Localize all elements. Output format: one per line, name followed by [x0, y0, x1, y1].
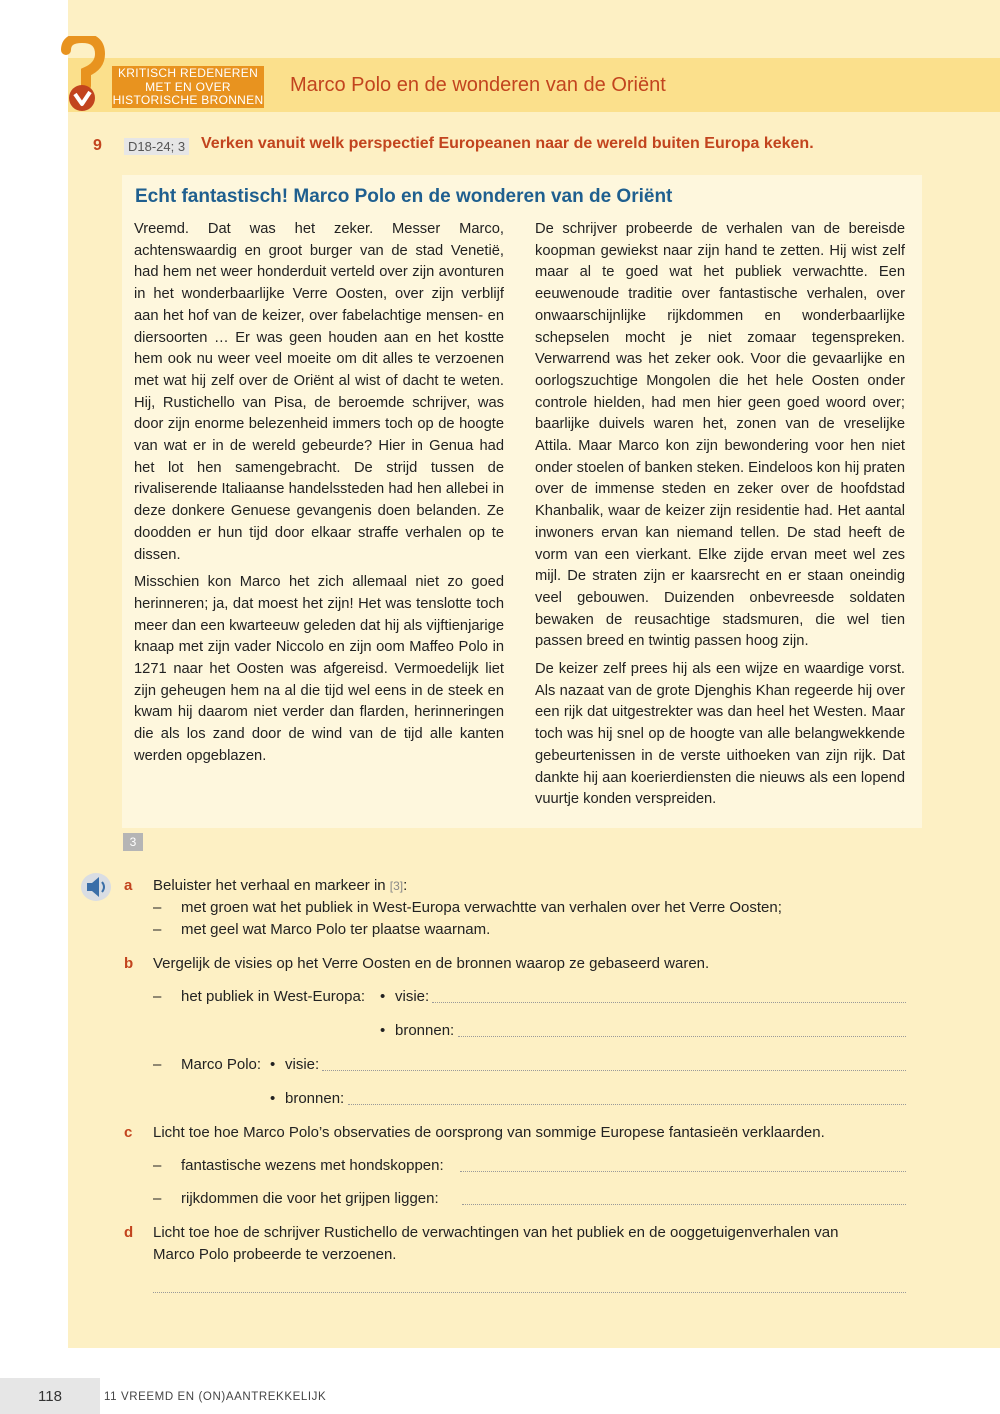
- answer-line-d[interactable]: [153, 1292, 906, 1293]
- task-c-letter: c: [124, 1124, 133, 1141]
- task-b-group2-visie-label: visie:: [285, 1056, 320, 1073]
- task-a-item-2: met geel wat Marco Polo ter plaatse waarnam.: [181, 921, 491, 938]
- task-b-text: Vergelijk de visies op het Verre Oosten en de bronnen waarop ze gebaseerd waren.: [153, 955, 710, 972]
- page-number: 118: [38, 1388, 62, 1405]
- dash: –: [153, 921, 162, 938]
- bullet: •: [270, 1056, 276, 1073]
- task-a-instruction: Beluister het verhaal en markeer in: [153, 877, 386, 894]
- bullet: •: [380, 1022, 386, 1039]
- source-column-left: [134, 219, 504, 774]
- task-c-text: Licht toe hoe Marco Polo’s observaties de oorsprong van sommige Europese fantasieën verklaarden.: [153, 1124, 825, 1141]
- task-b-group1-bronnen-label: bronnen:: [395, 1022, 455, 1039]
- bullet: •: [270, 1090, 276, 1107]
- dash: –: [153, 899, 162, 916]
- task-d-letter: d: [124, 1224, 134, 1241]
- task-c-item-2: rijkdommen die voor het grijpen liggen:: [181, 1190, 439, 1207]
- task-b-group1-visie-label: visie:: [395, 988, 430, 1005]
- dash: –: [153, 1056, 162, 1073]
- answer-line-c2[interactable]: [462, 1204, 906, 1205]
- answer-line-b1-visie[interactable]: [432, 1002, 906, 1003]
- footer-chapter: [104, 1391, 326, 1403]
- dash: –: [153, 988, 162, 1005]
- category-line: MET EN OVER: [145, 79, 231, 94]
- dash: –: [153, 1190, 162, 1207]
- source-title: Echt fantastisch! Marco Polo en de wonderen van de Oriënt: [135, 186, 673, 207]
- task-b-group2-label: Marco Polo:: [181, 1056, 262, 1073]
- task-a-letter: a: [124, 877, 133, 894]
- category-line: HISTORISCHE BRONNEN: [112, 93, 264, 107]
- task-d-line-2: Marco Polo probeerde te verzoenen.: [153, 1246, 397, 1263]
- footer-chapter-number: 11: [104, 1391, 118, 1403]
- task-c-item-1: fantastische wezens met hondskoppen:: [181, 1157, 444, 1174]
- task-b-letter: b: [124, 955, 134, 972]
- answer-line-b1-bronnen[interactable]: [458, 1036, 906, 1037]
- footer-chapter-title: VREEMD EN (ON)AANTREKKELIJK: [120, 1391, 327, 1403]
- source-paragraph: De schrijver probeerde de verhalen van de bereisde koopman gewiekst naar zijn hand te zetten. Hij wist zelf maar al te goed wat het publiek verwachtte. Een eeuwenoude traditie over fantastische verhalen, over onwaarschijnlijke rijkdommen en wonderbaarlijke schepselen mocht je niet zomaar tegenspreken. Verwarrend was het zeker ook. Voor die gevaarlijke en oorlogszuchtige Mongolen die het hele Oosten onder controle hielden, had men hier geen goed woord over; baarlijke duivels waren het, zonen van de vreselijke Attila. Maar Marco kon zijn bewondering voor hen niet onder stoelen of banken steken. Eindeloos kon hij praten over de immense steden en zeker over de hoofdstad Khanbalik, waar de keizer zijn residentie had. Het aantal inwoners ervan kan niemand tellen. De stad heeft de vorm van een vierkant. Elke zijde ervan meet wel zes mijl. De straten zijn er kaarsrecht en er staan oneindig veel gebouwen. Duizenden onbevreesde soldaten bewaken de reusachtige stadsmuren, die wel tien passen breed en twintig passen hoog zijn.: [535, 221, 905, 650]
- task-b-group2-bronnen-label: bronnen:: [285, 1090, 345, 1107]
- question-text: Verken vanuit welk perspectief Europeanen naar de wereld buiten Europa keken.: [201, 135, 814, 152]
- chapter-title: Marco Polo en de wonderen van de Oriënt: [290, 74, 666, 96]
- task-d-line-1: Licht toe hoe de schrijver Rustichello de verwachtingen van het publiek en de ooggetuigenverhalen van: [153, 1224, 839, 1241]
- source-paragraph: Vreemd. Dat was het zeker. Messer Marco, achtenswaardig en groot burger van de stad Venetië, had hem net weer honderduit verteld over zijn avonturen in het wonderbaarlijke Verre Oosten, over zijn verblijf aan het hof van de keizer, over fabelachtige mensen- en diersoorten … Er was geen houden aan en het kostte hem ook nu weer veel moeite om dit alles te verzoenen met wat hij zelf over de Oriënt al wist of dacht te weten. Hij, Rustichello van Pisa, de beroemde schrijver, was door zijn enorme belezenheid immers toch op de hoogte van wat er in de wereld gebeurde? Hier in Genua had het lot hen samengebracht. De strijd tussen de rivaliserende Italiaanse handelssteden had hen allebei in deze donkere Genuese gevangenis doen belanden. Ze doodden er hun tijd door elkaar straffe verhalen op te dissen.: [134, 221, 504, 563]
- source-paragraph: Misschien kon Marco het zich allemaal niet zo goed herinneren; ja, dat moest het zijn! Het was tenslotte toch meer dan een kwarteeuw geleden dat hij als vijftienjarige knaap met zijn vader Niccolo en zijn oom Maffeo Polo in 1271 naar het Oosten was afgereisd. Vermoedelijk liet zijn geheugen hem na al die tijd wel eens in de steek en kwam hij daarom niet verder dan flarden, herinneringen die als los zand door de wind van de tijd alle kanten werden opgeblazen.: [134, 574, 504, 764]
- dash: –: [153, 1157, 162, 1174]
- answer-line-c1[interactable]: [460, 1171, 906, 1172]
- task-a-item-1: met groen wat het publiek in West-Europa verwachtte van verhalen over het Verre Oosten;: [181, 899, 782, 916]
- source-number-badge: 3: [123, 833, 143, 851]
- task-a-text: [153, 877, 407, 894]
- task-a-colon: :: [403, 877, 408, 894]
- question-number: 9: [93, 137, 102, 154]
- answer-line-b2-visie[interactable]: [322, 1070, 906, 1071]
- task-a-source-ref: [3]: [389, 879, 404, 893]
- question-mark-logo-icon: [52, 36, 112, 116]
- answer-line-b2-bronnen[interactable]: [348, 1104, 906, 1105]
- question-reference: D18-24; 3: [124, 138, 189, 155]
- speaker-audio-icon[interactable]: [80, 872, 112, 902]
- category-label: [112, 66, 264, 108]
- source-column-right: [535, 219, 905, 817]
- task-b-group1-label: het publiek in West-Europa:: [181, 988, 365, 1005]
- source-paragraph: De keizer zelf prees hij als een wijze en waardige vorst. Als nazaat van de grote Djenghis Khan regeerde hij over een rijk dat uitgestrekter was dan heel het Westen. Maar toch was hij snel op de hoogte van alle belangwekkende gebeurtenissen in de verste uithoeken van zijn rijk. Dat dankte hij aan koerierdiensten die nieuws als een lopend vuurtje konden verspreiden.: [535, 661, 905, 808]
- bullet: •: [380, 988, 386, 1005]
- category-line: KRITISCH REDENEREN: [117, 66, 259, 80]
